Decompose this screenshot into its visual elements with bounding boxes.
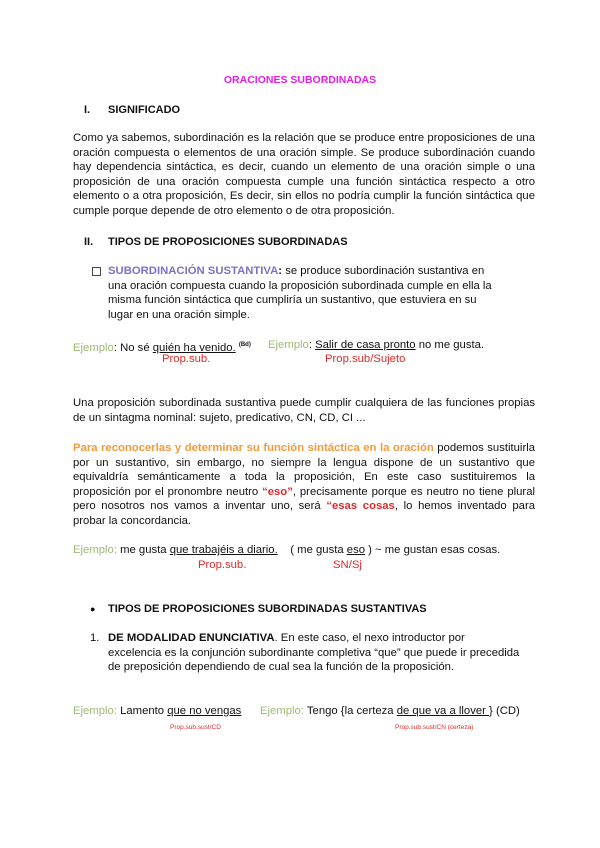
- sustantiva-definition: [108, 264, 503, 322]
- list-item-enunciativa: [108, 631, 520, 675]
- paragraph-significado: Como ya sabemos, subordinación es la relación que se produce entre proposiciones de una oración compuesta o elementos de una oración simple. Se produce subordinación cuando hay dependencia sintáctica, es decir, cuando un elemento de una oración simple o una proposición de una oración compuesta cumple una función sintáctica respecto a otro elemento o a otra proposición, Es decir, sin ellos no podría cumplir la función sintáctica que cumple porque depende de otro elemento o de otra proposición.: [73, 132, 535, 217]
- example-label: Ejemplo:: [260, 705, 304, 717]
- sustantiva-text: se produce subordinación sustantiva en una oración compuesta cuando la proposición subordinada cumple en ella la misma función sintáctica que cumpliría un sustantivo, que estuviera en su lugar en una oración simple.: [108, 265, 492, 321]
- example-2: [268, 338, 484, 353]
- paragraph-funciones: Una proposición subordinada sustantiva puede cumplir cualquiera de las funciones propias de un sintagma nominal: sujeto, predicativo, CN, CD, CI ...: [73, 397, 535, 424]
- document-title: ORACIONES SUBORDINADAS: [223, 74, 377, 86]
- sustantiva-colon: :: [278, 265, 283, 277]
- bullet-heading: TIPOS DE PROPOSICIONES SUBORDINADAS SUSTANTIVAS: [108, 603, 427, 615]
- example-5: [260, 704, 520, 719]
- body-text: , lo hemos inventado para probar la concordancia.: [73, 500, 535, 527]
- example-3: [73, 543, 500, 558]
- highlight-text: Para reconocerlas y determinar su función sintáctica en la oración: [73, 442, 434, 454]
- example-underlined: que no vengas: [167, 705, 242, 717]
- example-5-tag: Prop.sub.sust/CN (certeza): [395, 724, 474, 731]
- example-4: [73, 704, 241, 719]
- list-number: 1.: [90, 632, 100, 644]
- example-text: Lamento: [116, 705, 168, 717]
- body-text: , precisamente porque es neutro no tiene plural pero nosotros nos vamos a inventar uno, será: [73, 485, 535, 513]
- section-1-heading: SIGNIFICADO: [108, 104, 181, 116]
- example-3-tag-sn: SN/Sj: [333, 559, 362, 571]
- example-text: ( me gusta: [277, 544, 347, 556]
- example-label: Ejemplo:: [73, 705, 117, 717]
- example-text: : No sé: [113, 342, 153, 354]
- eso-term: “eso”: [262, 485, 293, 498]
- example-text: no me gusta.: [415, 339, 485, 351]
- example-label: Ejemplo: [73, 342, 114, 354]
- paragraph-reconocer: [73, 441, 535, 529]
- section-2-heading: TIPOS DE PROPOSICIONES SUBORDINADAS: [108, 236, 348, 248]
- esas-cosas-term: “esas cosas: [326, 500, 395, 513]
- bullet-icon: ●: [90, 604, 96, 614]
- example-underlined: quién ha venido.: [152, 342, 236, 354]
- example-superscript: (Bd): [238, 342, 251, 348]
- example-text: ) ~ me gustan esas cosas.: [365, 544, 501, 556]
- section-1-numeral: I.: [84, 104, 91, 116]
- sustantiva-label: SUBORDINACIÓN SUSTANTIVA: [108, 265, 279, 277]
- body-text: podemos sustituirla por un sustantivo, sin embargo, no siempre la lengua dispone de un sustantivo que equivaldría semánticamente a toda la proposición, En este caso sustituiremos la proposición por el pronombre neutro: [73, 442, 535, 498]
- example-text: Tengo {la certeza: [303, 705, 397, 717]
- example-4-tag: Prop.sub.sust/CD: [170, 724, 221, 731]
- example-label: Ejemplo:: [73, 544, 117, 556]
- example-underlined: de que va a llover: [396, 705, 490, 717]
- example-underlined: que trabajéis a diario.: [169, 544, 278, 556]
- example-text: me gusta: [116, 544, 170, 556]
- example-2-tag: Prop.sub/Sujeto: [325, 353, 406, 365]
- section-2-numeral: II.: [84, 236, 94, 248]
- example-label: Ejemplo: [268, 339, 309, 351]
- example-underlined: Salir de casa pronto: [315, 339, 416, 351]
- list-item-heading: DE MODALIDAD ENUNCIATIVA: [108, 632, 275, 644]
- example-text: :: [308, 339, 316, 351]
- checkbox-icon: [92, 266, 101, 281]
- example-1-tag: Prop.sub.: [162, 353, 211, 365]
- example-3-tag-prop: Prop.sub.: [198, 559, 247, 571]
- example-text: } (CD): [489, 705, 520, 717]
- list-item-text: . En este caso, el nexo introductor por excelencia es la conjunción subordinante completiva “que” que puede ir precedida de preposición dependiendo de cual sea la función de la proposición.: [108, 632, 520, 674]
- example-underlined: eso: [346, 544, 365, 556]
